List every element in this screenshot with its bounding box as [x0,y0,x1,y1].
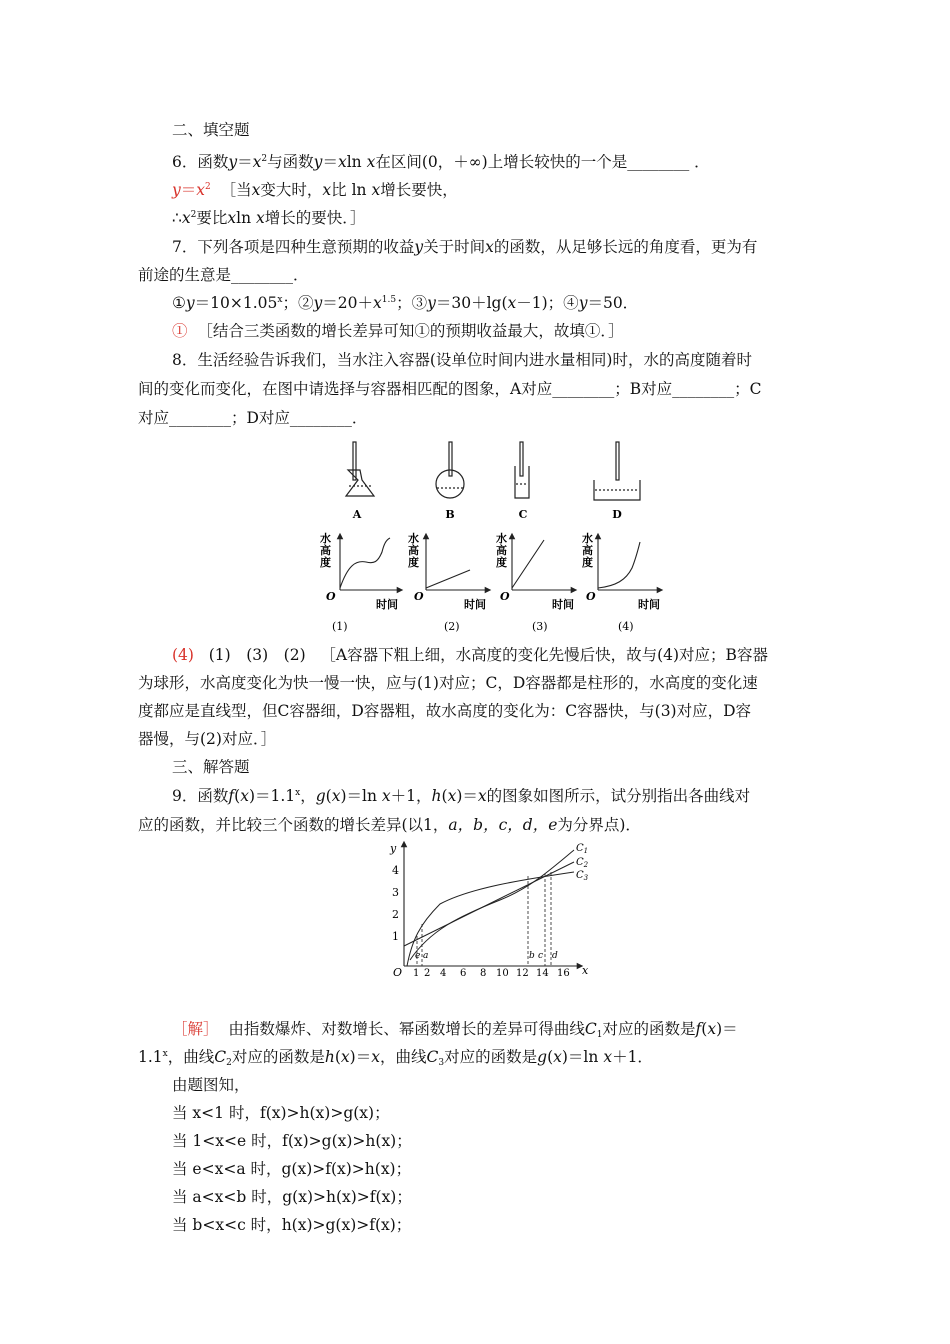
q7-exponent: 1.5 [381,295,397,305]
containers-figure [330,440,650,524]
q8-answer-first: (4) [172,646,194,664]
q8-answer-line-1 [172,645,768,665]
graph-3-ylabel: 高 [496,544,507,557]
q7-var: y [185,294,195,312]
graph-1-ylabel: 水 [320,532,331,545]
q7-text: ＝10×1.05 [194,294,278,312]
q7-options [172,293,638,313]
q7-option-marker: ① [172,294,186,312]
graph-2-ylabel: 高 [408,544,419,557]
graph-3-origin: O [500,590,510,603]
container-a [346,442,374,496]
q6-explanation: 增长的要快．］ [264,209,366,227]
graph-1-curve [340,538,390,588]
q6-explanation: 比 ln [331,181,367,199]
graph-3-line [512,540,544,588]
q9-text: 为分界点)． [557,816,641,834]
q6-text: ln [346,153,362,171]
q6-answer-exponent: 2 [205,182,211,192]
q6-var: x [256,209,265,227]
container-a-flask [346,470,374,496]
q6-explanation: 要比 [196,209,228,227]
q9-var: x [371,1048,380,1066]
q9-var: f [695,1020,702,1038]
q9-solution-text: )＝ln [561,1048,599,1066]
q6-var: y [313,153,323,171]
container-c-tube [515,466,529,498]
q6-var: y [228,153,238,171]
case-row [172,1215,411,1235]
q7-var: x [373,294,382,312]
q7-text: －1)；④ [516,294,579,312]
point-d-label: d [552,951,558,961]
q9-from-figure: 由题图知， [172,1076,250,1094]
q7-var: y [427,294,436,312]
q6-text: ＝ [322,153,338,171]
q6-explanation: 增长要快， [380,181,458,199]
q9-solution-text: 对应的函数是 [444,1048,538,1066]
curve-c3-label: $C_3$ [576,870,589,882]
q9-solution-text: ( [547,1048,554,1066]
question-6 [172,152,710,172]
x-tick-16: 16 [557,968,570,979]
graph-4-number: (4) [618,620,634,633]
q6-var: x [251,181,261,199]
point-e-label: e [415,951,421,961]
x-tick-4: 4 [440,968,447,979]
question-7-line-1 [172,237,757,257]
q9-vars: a，b，c，d，e [448,816,558,834]
q7-var: y [578,294,588,312]
x-tick-2: 2 [424,968,431,979]
q9-text: )＝ln [340,787,377,805]
case-relation: g(x)>f(x)>h(x)； [281,1160,412,1178]
q6-var: x [227,209,237,227]
q9-text: ， [300,787,316,805]
q9-text: 的图象如图所示，试分别指出各曲线对 [486,787,751,805]
height-time-graphs [308,530,678,636]
q7-exponent: x [277,295,283,305]
graph-1 [320,531,400,633]
graph-3-ylabel: 水 [496,532,507,545]
q9-exponent: x [295,788,301,798]
case-row [172,1187,412,1207]
container-c-funnel [520,442,523,476]
graph-2-ylabel: 水 [408,532,419,545]
q7-text: ＝30＋lg( [435,294,508,312]
graph-2 [408,531,488,633]
point-c-label: c [538,951,544,961]
container-c-label: C [518,508,528,521]
case-row [172,1103,390,1123]
x-tick-8: 8 [480,968,487,979]
q6-text: 在区间(0，＋∞)上增长较快的一个是________ ． [375,153,710,171]
q9-var: h [324,1048,335,1066]
container-b-sphere [436,470,464,498]
q9-var: x [603,1048,613,1066]
case-condition: 当 x<1 时， [172,1104,260,1122]
q9-var: x [707,1020,717,1038]
case-relation: f(x)>g(x)>h(x)； [282,1132,412,1150]
graph-4-ylabel: 高 [582,544,593,557]
graph-3 [496,531,574,633]
q9-var: x [381,787,391,805]
graph-1-xlabel: 时间 [376,598,398,611]
q9-var: x [340,1048,350,1066]
q9-var: f [228,787,235,805]
q9-solution-text: ( [701,1020,708,1038]
q6-answer-line-1 [172,180,458,200]
graph-2-number: (2) [444,620,460,633]
q7-var: x [485,238,494,256]
graph-1-origin: O [326,590,336,603]
graph-2-origin: O [414,590,424,603]
container-c [515,442,529,498]
q6-explanation: ∴ [172,209,182,227]
graph-3-ylabel: 度 [496,556,507,569]
q9-text: )＝1.1 [248,787,296,805]
q9-var: C [214,1048,227,1066]
q9-subscript: 3 [438,1058,445,1068]
q6-text: 函数 [197,153,229,171]
q9-var: x [477,787,487,805]
q6-answer-var: x [196,181,206,199]
curve-c2-label: $C_2$ [576,857,589,869]
curve-c3 [407,872,574,966]
graph-2-ylabel: 度 [408,556,419,569]
y-axis-label: y [390,842,397,855]
q6-exponent: 2 [261,154,268,164]
q7-text: ；② [282,294,314,312]
q9-var: x [447,787,457,805]
q7-text: 的函数，从足够长远的角度看，更为有 [493,238,758,256]
case-condition: 当 1<x<e 时， [172,1132,283,1150]
q9-solution-text: ( [334,1048,341,1066]
q7-answer-value: ① [172,322,188,340]
case-condition: 当 e<x<a 时， [172,1160,282,1178]
q9-solution-text: ，曲线 [379,1048,427,1066]
graph-2-line [426,570,470,588]
q7-text: ；③ [396,294,428,312]
q6-var: x [371,181,381,199]
question-7-line-2: 前途的生意是________． [138,266,309,284]
q9-exponent: x [162,1049,168,1059]
curve-c1 [410,850,574,960]
graph-4-ylabel: 水 [582,532,593,545]
graph-4 [582,531,660,633]
point-b-label: b [529,951,535,961]
graph-2-xlabel: 时间 [464,598,486,611]
q6-answer [172,181,211,199]
x-axis-label: x [582,964,589,977]
q9-solution-text: 1.1 [138,1048,163,1066]
container-a-label: A [352,508,362,521]
q9-solution-line-2 [138,1047,653,1067]
q7-text: ＝20＋ [322,294,373,312]
x-tick-6: 6 [460,968,467,979]
container-a-funnel [353,442,356,480]
question-9-line-1 [172,786,750,806]
q9-text: 9．函数 [172,787,229,805]
q8-answer-line-2: 为球形，水高度变化为快一慢一快，应与(1)对应；C，D容器都是柱形的，水高度的变化速 [138,674,758,692]
q9-solution-text: )＝ [349,1048,372,1066]
q8-answer-line-3: 度都应是直线型，但C容器细，D容器粗，故水高度的变化为：C容器快，与(3)对应，D容 [138,702,752,720]
section-title-answer: 三、解答题 [172,758,250,776]
case-condition: 当 b<x<c 时， [172,1216,282,1234]
q9-var: x [331,787,341,805]
q6-explanation: ln [236,209,252,227]
q9-solution-text: ＋1． [612,1048,653,1066]
q6-number: 6． [172,153,198,171]
y-tick-3: 3 [392,886,399,899]
curve-c2 [404,862,574,946]
q9-solution-text: )＝ [716,1020,738,1038]
container-d [594,442,640,500]
q9-text: ( [325,787,332,805]
q9-text: )＝ [456,787,478,805]
q7-var: y [313,294,323,312]
q7-answer [172,321,624,341]
graph-3-xlabel: 时间 [552,598,574,611]
question-8-line-2: 间的变化而变化，在图中请选择与容器相匹配的图象，A对应________；B对应________；C [138,380,762,398]
x-tick-14: 14 [536,968,549,979]
container-b-funnel [449,442,452,476]
q6-var: x [181,209,191,227]
q9-solution-text: ，曲线 [167,1048,215,1066]
q6-answer-line-2 [172,208,366,228]
curves-figure [380,840,600,980]
q9-var: x [240,787,249,805]
q8-answer-line-4: 器慢，与(2)对应．］ [138,730,277,748]
graph-3-number: (3) [532,620,548,633]
q6-explanation: ［当 [220,181,252,199]
q6-var: x [252,153,262,171]
y-tick-2: 2 [392,908,399,921]
case-condition: 当 a<x<b 时， [172,1188,283,1206]
q9-solution-text: 对应的函数是 [231,1048,325,1066]
q7-text: 7．下列各项是四种生意预期的收益 [172,238,415,256]
q7-var: x [507,294,517,312]
q9-var: C [584,1020,597,1038]
q6-answer-eq: ＝ [180,181,197,199]
question-8-line-1: 8．生活经验告诉我们，当水注入容器(设单位时间内进水量相同)时，水的高度随着时 [172,351,752,369]
q9-solution-text: 对应的函数是 [602,1020,696,1038]
q6-var: x [322,181,332,199]
origin-label: O [393,966,403,979]
q9-solution-text: 由指数爆炸、对数增长、幂函数增长的差异可得曲线 [228,1020,585,1038]
case-relation: h(x)>g(x)>f(x)； [281,1216,412,1234]
point-a-label: a [423,951,429,961]
q8-answer-rest: (1) (3) (2) [208,646,306,664]
q6-var: x [337,153,347,171]
q6-answer-var: y [172,181,181,199]
q9-var: x [553,1048,562,1066]
question-8-line-3: 对应________；D对应________． [138,409,368,427]
q9-text: ( [234,787,241,805]
q9-subscript: 2 [226,1058,232,1068]
x-tick-1: 1 [413,968,420,979]
container-b [436,442,464,498]
section-title-fill-in: 二、填空题 [172,121,250,139]
q9-var: C [426,1048,439,1066]
q7-text: ＝50． [587,294,639,312]
q8-explanation: ［A容器下粗上细，水高度的变化先慢后快，故与(4)对应；B容器 [320,646,768,664]
graph-1-ylabel: 度 [320,556,331,569]
container-d-label: D [612,508,622,521]
q9-var: g [315,787,326,805]
q7-explanation: ［结合三类函数的增长差异可知①的预期收益最大，故填①．］ [197,322,624,340]
q6-exponent: 2 [190,210,197,220]
q9-subscript: 1 [596,1030,603,1040]
x-tick-10: 10 [496,968,509,979]
container-d-funnel [616,442,619,480]
q9-var: h [431,787,442,805]
case-relation: f(x)>h(x)>g(x)； [259,1104,390,1122]
q6-explanation: 变大时， [260,181,323,199]
x-tick-12: 12 [516,968,529,979]
container-b-label: B [445,508,455,521]
graph-4-curve [598,542,640,588]
q9-text: ( [441,787,448,805]
graph-4-xlabel: 时间 [638,598,660,611]
question-9-line-2 [138,815,641,835]
q7-text: 关于时间 [423,238,486,256]
case-row [172,1131,412,1151]
graph-1-ylabel: 高 [320,544,331,557]
q6-text: ＝ [237,153,253,171]
case-relation: g(x)>h(x)>f(x)； [282,1188,412,1206]
graph-4-origin: O [586,590,596,603]
q7-var: y [414,238,424,256]
q9-text: ＋1， [390,787,432,805]
q6-var: x [366,153,376,171]
case-row [172,1159,411,1179]
q6-text: 与函数 [267,153,314,171]
curve-c1-label: $C_1$ [576,843,589,855]
q9-text: 应的函数，并比较三个函数的增长差异(以1， [138,816,449,834]
q9-solution-line-1 [172,1019,738,1039]
q9-var: g [537,1048,548,1066]
graph-4-ylabel: 度 [582,556,593,569]
y-tick-1: 1 [392,930,399,943]
graph-1-number: (1) [332,620,348,633]
solution-tag: ［解］ [172,1020,219,1038]
y-tick-4: 4 [392,864,399,877]
